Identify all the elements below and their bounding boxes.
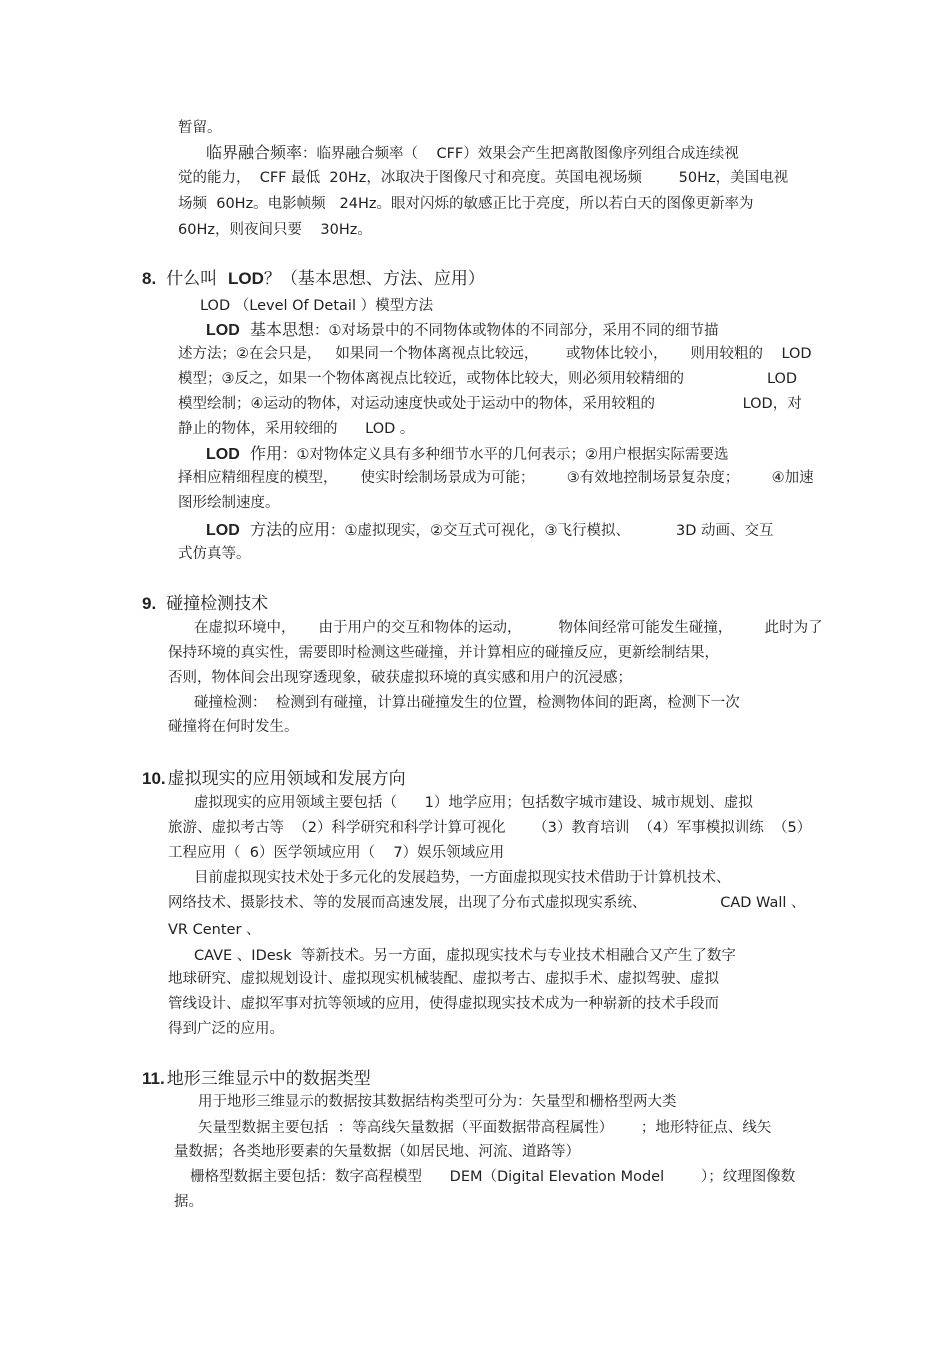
para-line: 碰撞检测： 检测到有碰撞，计算出碰撞发生的位置，检测物体间的距离，检测下一次 [194,695,740,711]
para-line: 碰撞将在何时发生。 [168,719,299,735]
para-line: 择相应精细程度的模型， 使实时绘制场景成为可能； ③有效地控制场景复杂度； ④加速 [178,470,814,486]
lod-basic-term: 基本思想 [239,320,314,339]
section-title: 什么叫 [166,269,228,289]
para-line: CAVE 、IDesk 等新技术。另一方面，虚拟现实技术与专业技术相融合又产生了数字 [194,948,736,964]
para-line: 量数据；各类地形要素的矢量数据（如居民地、河流、道路等） [174,1144,580,1160]
lod-keyword: LOD [206,446,240,463]
lod-basic-text: ：①对场景中的不同物体或物体的不同部分，采用不同的细节描 [313,323,719,339]
para-line: 用于地形三维显示的数据按其数据结构类型可分为：矢量型和栅格型两大类 [198,1094,677,1110]
lod-use-term: 作用 [239,444,282,463]
para-line: 矢量型数据主要包括 ：等高线矢量数据（平面数据带高程属性） ；地形特征点、线矢 [198,1120,772,1136]
para-line: 栅格型数据主要包括：数字高程模型 DEM（Digital Elevation Model ）；纹理图像数 [190,1169,796,1185]
section-number: 8. [142,269,157,288]
section-title-bold: LOD [228,269,264,288]
section-title: 碰撞检测技术 [166,594,269,614]
para-line: 图形绘制速度。 [178,495,280,511]
section-title: 地形三维显示中的数据类型 [166,1069,371,1089]
section-heading-10 [142,768,406,790]
para-line: 虚拟现实的应用领域主要包括（ 1）地学应用；包括数字城市建设、城市规划、虚拟 [194,795,753,811]
para-line: 据。 [174,1194,203,1210]
para-line: 地球研究、虚拟规划设计、虚拟现实机械装配、虚拟考古、虚拟手术、虚拟驾驶、虚拟 [168,971,719,987]
para-line: 目前虚拟现实技术处于多元化的发展趋势，一方面虚拟现实技术借助于计算机技术、 [194,870,731,886]
cff-term: 临界融合频率 [206,143,303,162]
para-line: 暂留。 [178,120,222,136]
lod-keyword: LOD [206,522,240,539]
lod-use-line [206,444,728,465]
para-line: 觉的能力， CFF 最低 20Hz，冰取决于图像尺寸和亮度。英国电视场频 50Hz，美国电视 [178,170,789,186]
para-line: 场频 60Hz。电影帧频 24Hz。眼对闪烁的敏感正比于亮度，所以若白天的图像更新率为 [178,196,754,212]
para-line: 模型；③反之，如果一个物体离视点比较近，或物体比较大，则必须用较精细的 LOD [178,371,798,387]
para-line: 述方法；②在会只是， 如果同一个物体离视点比较远， 或物体比较小， 则用较粗的 LOD [178,346,812,362]
para-line: 得到广泛的应用。 [168,1021,284,1037]
section-number: 11. [142,1069,165,1088]
lod-app-term: 方法的应用 [239,520,330,539]
para-line: VR Center 、 [168,922,261,938]
section-heading-9 [142,593,268,615]
para-line: 保持环境的真实性，需要即时检测这些碰撞，并计算相应的碰撞反应，更新绘制结果， [168,645,719,661]
section-title: 虚拟现实的应用领域和发展方向 [167,769,406,789]
lod-keyword: LOD [206,322,240,339]
section-heading-8 [142,268,485,290]
para-line: 网络技术、摄影技术、等的发展而高速发展，出现了分布式虚拟现实系统、 CAD Wall 、 [168,895,806,911]
para-line: 式仿真等。 [178,546,251,562]
lod-app-text: ：①虚拟现实，②交互式可视化，③飞行模拟、 3D 动画、交互 [329,523,774,539]
para-line: 60Hz，则夜间只要 30Hz。 [178,222,372,238]
section-heading-11 [142,1068,371,1090]
lod-definition: LOD （Level Of Detail ）模型方法 [200,298,434,314]
para-line: 静止的物体，采用较细的 LOD 。 [178,421,415,437]
para-line: 旅游、虚拟考古等 （2）科学研究和科学计算可视化 （3）教育培训 （4）军事模拟训练 （5） [168,820,812,836]
section-title: ？（基本思想、方法、应用） [263,269,485,289]
cff-line [206,143,739,164]
para-line: 在虚拟环境中， 由于用户的交互和物体的运动， 物体间经常可能发生碰撞， 此时为了 [194,620,823,636]
lod-use-text: ：①对物体定义具有多种细节水平的几何表示；②用户根据实际需要选 [281,447,729,463]
lod-basic-line [206,320,718,341]
section-number: 9. [142,594,157,613]
para-line: 工程应用（ 6）医学领域应用（ 7）娱乐领域应用 [168,845,505,861]
lod-app-line [206,520,774,541]
para-line: 模型绘制；④运动的物体，对运动速度快或处于运动中的物体，采用较粗的 LOD，对 [178,396,802,412]
para-line: 管线设计、虚拟军事对抗等领域的应用，使得虚拟现实技术成为一种崭新的技术手段而 [168,996,719,1012]
para-line: 否则，物体间会出现穿透现象，破获虚拟环境的真实感和用户的沉浸感； [168,670,632,686]
section-number: 10. [142,769,166,788]
cff-text: ：临界融合频率（ CFF）效果会产生把离散图像序列组合成连续视 [302,146,739,162]
